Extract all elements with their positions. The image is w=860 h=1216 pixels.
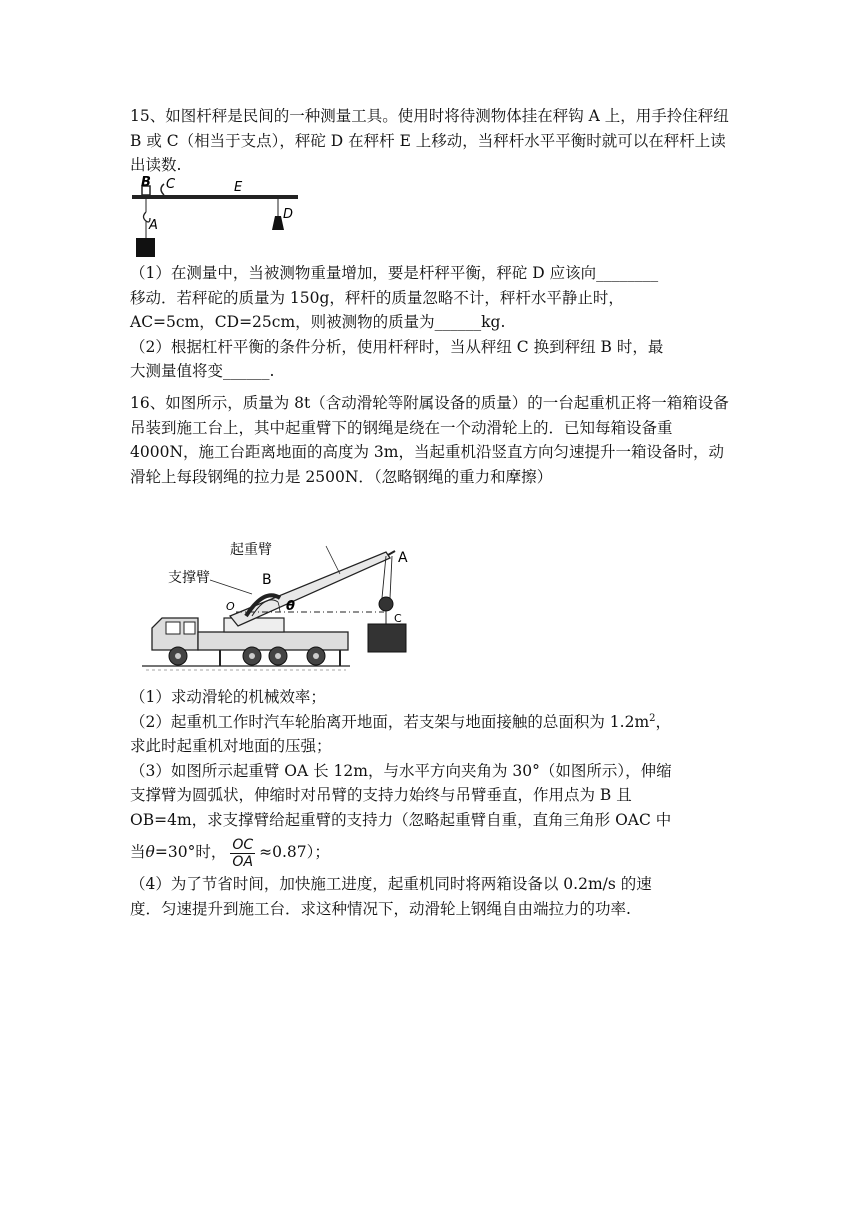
question-15-parts — [130, 261, 730, 384]
q16-part2-line1 — [130, 710, 730, 735]
q16-part2-superscript: 2 — [649, 712, 656, 724]
label-b: B — [141, 175, 151, 190]
label-c: C — [394, 612, 402, 625]
label-support-arm: 支撑臂 — [168, 570, 210, 586]
label-d: D — [283, 207, 294, 222]
steelyard-figure — [130, 172, 310, 262]
q16-part3-when: 当 — [130, 843, 146, 861]
q16-part3-approx: ≈0.87）； — [259, 843, 330, 861]
q16-part3-line4 — [130, 832, 730, 872]
label-c: C — [166, 177, 176, 192]
fraction-denominator: OA — [232, 853, 254, 870]
q15-part2-line2: 大测量值将变______. — [130, 362, 275, 380]
q16-part4-line1: （4）为了节省时间，加快施工进度，起重机同时将两箱设备以 0.2m/s 的速 — [130, 875, 652, 893]
label-b: B — [262, 572, 272, 588]
label-a: A — [398, 550, 408, 566]
q15-part1-line1: （1）在测量中，当被测物重量增加，要是杆秤平衡，秤砣 D 应该向________ — [130, 264, 659, 282]
label-boom: 起重臂 — [230, 542, 272, 558]
question-16-parts — [130, 685, 730, 921]
q16-part2-line2: 求此时起重机对地面的压强； — [130, 737, 332, 755]
q16-part2-comma: ， — [655, 712, 672, 731]
label-o: O — [226, 600, 235, 613]
q16-part3-theta: θ — [145, 843, 155, 861]
q16-part3-line3: OB=4m，求支撑臂给起重臂的支持力（忽略起重臂自重，直角三角形 OAC 中 — [130, 810, 672, 829]
q16-part3-line1: （3）如图所示起重臂 OA 长 12m，与水平方向夹角为 30°（如图所示），伸缩 — [130, 761, 672, 780]
q16-part4-line2: 度．匀速提升到施工台．求这种情况下，动滑轮上钢绳自由端拉力的功率. — [130, 899, 631, 918]
q15-part1-line3: AC=5cm，CD=25cm，则被测物的质量为______kg. — [130, 313, 506, 331]
q15-stem: 15、如图杆秤是民间的一种测量工具。使用时将待测物体挂在秤钩 A 上，用手拎住秤纽 B 或 C（相当于支点），秤砣 D 在秤杆 E 上移动，当秤杆水平平衡时就可以在秤杆上读出读数. — [130, 107, 729, 174]
label-e: E — [234, 180, 243, 195]
question-15 — [130, 104, 730, 178]
q16-part3-line2: 支撑臂为圆弧状，伸缩时对吊臂的支持力始终与吊臂垂直，作用点为 B 且 — [130, 786, 632, 804]
crane-figure — [140, 536, 440, 682]
label-theta: θ — [286, 599, 295, 614]
q16-stem: 16、如图所示，质量为 8t（含动滑轮等附属设备的质量）的一台起重机正将一箱箱设备吊装到施工台上，其中起重臂下的钢绳是绕在一个动滑轮上的．已知每箱设备重 4000N，施工台距离地面的高度为 3m，当起重机沿竖直方向匀速提升一箱设备时，动滑轮上每段钢绳的拉力是 2500N．（忽略钢绳的重力和摩擦） — [130, 394, 729, 486]
fraction-oc-oa — [230, 837, 255, 870]
q16-part3-angle: =30°时， — [154, 843, 227, 861]
fraction-numerator: OC — [232, 836, 254, 853]
q15-part2-line1: （2）根据杠杆平衡的条件分析，使用杆秤时，当从秤纽 C 换到秤纽 B 时，最 — [130, 337, 664, 356]
question-16 — [130, 391, 730, 489]
q16-part2-text: （2）起重机工作时汽车轮胎离开地面，若支架与地面接触的总面积为 1.2m — [130, 712, 650, 731]
q16-part1: （1）求动滑轮的机械效率； — [130, 688, 326, 706]
q15-part1-line2: 移动．若秤砣的质量为 150g，秤杆的质量忽略不计，秤杆水平静止时， — [130, 288, 624, 307]
label-a: A — [149, 218, 158, 233]
